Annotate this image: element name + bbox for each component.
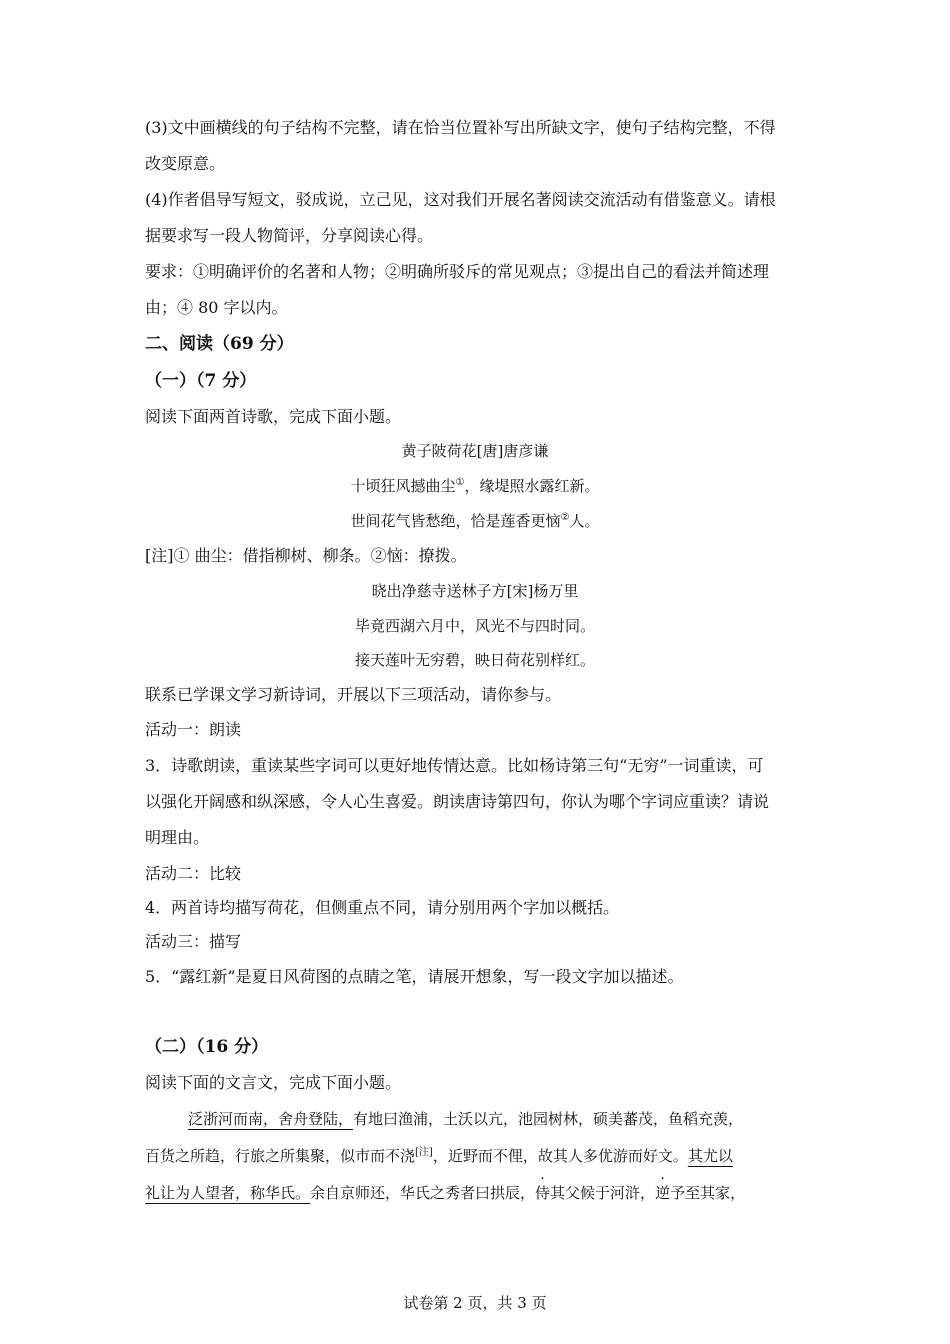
footnote-marker: ① bbox=[455, 477, 465, 488]
poem1-line1: 十顷狂风撼曲尘①，缘堤照水露红新。 bbox=[350, 477, 600, 495]
footnote-marker: ② bbox=[560, 512, 570, 523]
requirements-line2: 由；④ 80 字以内。 bbox=[145, 298, 288, 317]
q3-part4-line1: (4)作者倡导写短文，驳成说，立己见，这对我们开展名著阅读交流活动有借鉴意义。请根 bbox=[145, 190, 776, 209]
emphasis-dot-char: 侍 bbox=[535, 1184, 551, 1202]
footnote-marker: [注] bbox=[415, 1147, 433, 1158]
poem1-title: 黄子陂荷花[唐]唐彦谦 bbox=[401, 442, 549, 460]
q3-line1: 3．诗歌朗读，重读某些字词可以更好地传情达意。比如杨诗第三句“无穷”一词重读，可 bbox=[145, 756, 764, 775]
q3-line3: 明理由。 bbox=[145, 828, 210, 847]
sub2-heading: （二）（16 分） bbox=[145, 1037, 269, 1057]
sub1-intro: 阅读下面两首诗歌，完成下面小题。 bbox=[145, 407, 402, 426]
activity1-label: 活动一：朗读 bbox=[145, 720, 242, 739]
section2-heading: 二、阅读（69 分） bbox=[145, 334, 294, 354]
poem1-line2: 世间花气皆愁绝，恰是莲香更恼②人。 bbox=[350, 512, 600, 530]
underlined-sentence: 礼让为人望者，称华氏。 bbox=[145, 1184, 311, 1202]
q3-line2: 以强化开阔感和纵深感，令人心生喜爱。朗读唐诗第四句，你认为哪个字词应重读？请说 bbox=[145, 792, 770, 811]
passage-line2: 百货之所趋，行旅之所集聚，似市而不浇[注]，近野而不俚，故其人多优游而好文。其尤以 bbox=[145, 1147, 733, 1165]
requirements-line1: 要求：①明确评价的名著和人物；②明确所驳斥的常见观点；③提出自己的看法并简述理 bbox=[145, 262, 770, 281]
emphasis-dot-char: 逆 bbox=[655, 1184, 671, 1202]
q3-part3-line2: 改变原意。 bbox=[145, 154, 226, 173]
activity2-label: 活动二：比较 bbox=[145, 864, 242, 883]
poem2-line1: 毕竟西湖六月中，风光不与四时同。 bbox=[354, 617, 595, 635]
poem2-line2: 接天莲叶无穷碧，映日荷花别样红。 bbox=[354, 651, 595, 669]
sub1-heading: （一）（7 分） bbox=[145, 371, 257, 391]
q4: 4．两首诗均描写荷花，但侧重点不同，请分别用两个字加以概括。 bbox=[145, 898, 620, 917]
passage-line3: 礼让为人望者，称华氏。余自京师还，华氏之秀者曰拱辰，侍其父候于河浒，逆予至其家， bbox=[145, 1184, 746, 1202]
page-footer: 试卷第 2 页，共 3 页 bbox=[403, 1294, 547, 1312]
q3-part4-line2: 据要求写一段人物简评，分享阅读心得。 bbox=[145, 226, 434, 245]
poem2-title: 晓出净慈寺送林子方[宋]杨万里 bbox=[371, 582, 579, 600]
sub2-intro: 阅读下面的文言文，完成下面小题。 bbox=[145, 1073, 402, 1092]
passage-line1: 泛浙河而南，舍舟登陆，有地曰渔浦，土沃以亢，池园树林，硕美蕃茂，鱼稻充羡， bbox=[188, 1110, 744, 1128]
activity-intro: 联系已学课文学习新诗词，开展以下三项活动，请你参与。 bbox=[145, 685, 562, 704]
activity3-label: 活动三：描写 bbox=[145, 932, 242, 951]
underlined-sentence: 其尤以 bbox=[687, 1147, 733, 1165]
poem1-note: [注]① 曲尘：借指柳树、柳条。②恼：撩拨。 bbox=[145, 546, 467, 565]
q3-part3-line1: (3)文中画横线的句子结构不完整，请在恰当位置补写出所缺文字，使句子结构完整，不得 bbox=[145, 118, 776, 137]
underlined-sentence: 泛浙河而南，舍舟登陆， bbox=[188, 1110, 354, 1128]
q5: 5．“露红新”是夏日风荷图的点睛之笔，请展开想象，写一段文字加以描述。 bbox=[145, 967, 684, 986]
